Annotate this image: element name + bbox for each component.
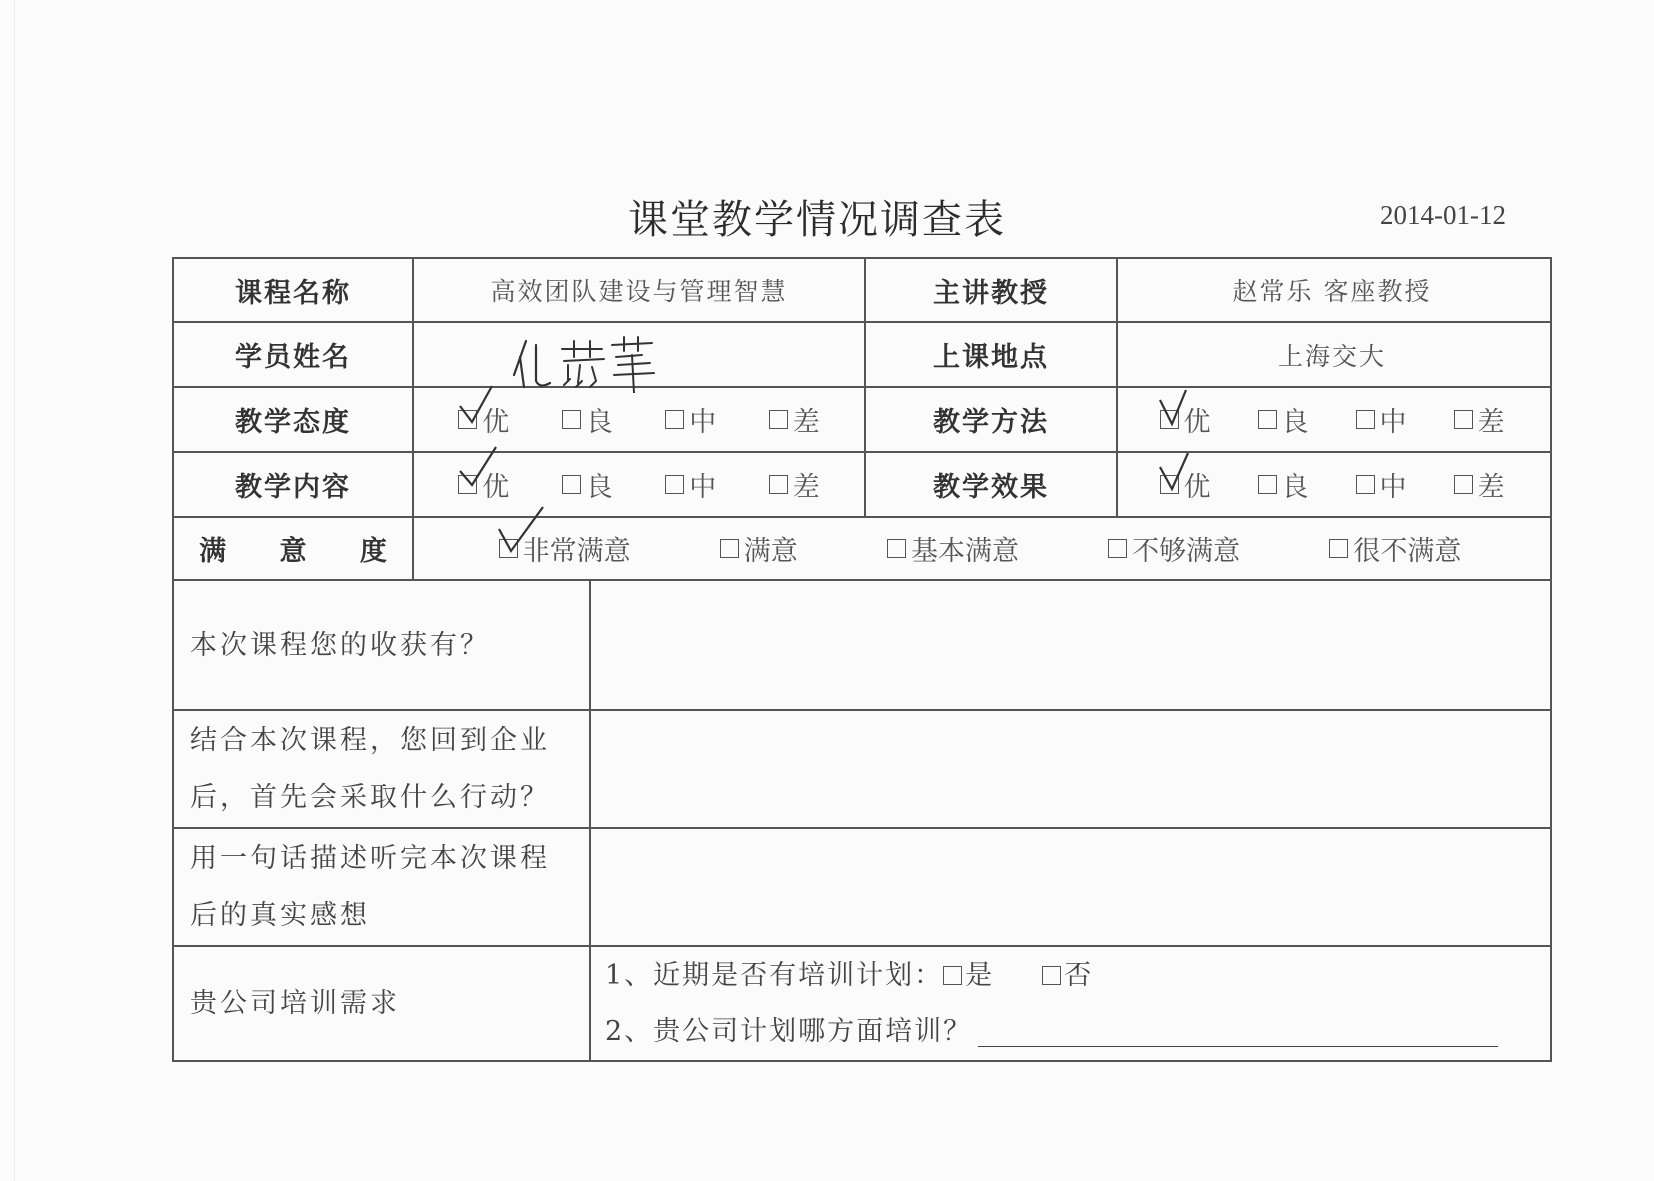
course-name-value: 高效团队建设与管理智慧	[414, 259, 866, 321]
checkbox[interactable]	[769, 475, 788, 494]
training-plan-question: 1、近期是否有培训计划：	[605, 959, 944, 991]
survey-table	[172, 257, 1552, 1062]
checkbox[interactable]	[458, 475, 477, 494]
attitude-option-average[interactable]: 中	[665, 400, 716, 439]
content-option-excellent[interactable]: 优	[458, 465, 509, 504]
checkbox[interactable]	[1258, 410, 1277, 429]
action-answer-field[interactable]	[591, 711, 1546, 827]
row-satisfaction	[174, 518, 1550, 581]
attitude-options	[414, 388, 866, 451]
location-value: 上海交大	[1277, 341, 1386, 371]
checkbox[interactable]	[720, 539, 739, 558]
checkbox[interactable]	[887, 539, 906, 558]
course-name-label: 课程名称	[174, 259, 414, 321]
training-needs-content	[591, 947, 1546, 1060]
checkbox[interactable]	[769, 410, 788, 429]
checkbox[interactable]	[1258, 475, 1277, 494]
training-area-input[interactable]	[978, 1016, 1498, 1047]
checkbox[interactable]	[1356, 410, 1375, 429]
content-option-average[interactable]: 中	[665, 465, 716, 504]
training-needs-label: 贵公司培训需求	[174, 947, 591, 1060]
training-plan-line	[605, 948, 1093, 1004]
row-student	[174, 323, 1550, 388]
training-no-label: 否	[1064, 959, 1094, 991]
content-label: 教学内容	[174, 453, 414, 516]
row-gains	[174, 581, 1550, 711]
row-course	[174, 259, 1550, 323]
student-name-field[interactable]	[414, 323, 866, 386]
row-attitude-method	[174, 388, 1550, 453]
location-label: 上课地点	[866, 323, 1118, 386]
checkbox[interactable]	[562, 475, 581, 494]
attitude-option-poor[interactable]: 差	[769, 400, 820, 439]
training-area-question: 2、贵公司计划哪方面培训？	[605, 1015, 973, 1047]
row-training-needs	[174, 947, 1550, 1060]
attitude-option-excellent[interactable]: 优	[458, 400, 509, 439]
row-content-effect	[174, 453, 1550, 518]
checkbox[interactable]	[1108, 539, 1127, 558]
satisfaction-options	[414, 518, 1546, 579]
document-title: 课堂教学情况调查表	[628, 197, 1006, 243]
lecturer-label: 主讲教授	[866, 259, 1118, 321]
method-options	[1118, 388, 1546, 451]
effect-label: 教学效果	[866, 453, 1118, 516]
checkbox[interactable]	[1160, 475, 1179, 494]
satisfaction-basically-satisfied[interactable]: 基本满意	[887, 529, 1019, 568]
lecturer-value: 赵常乐 客座教授	[1232, 277, 1432, 306]
training-yes-label: 是	[965, 959, 995, 991]
row-feeling	[174, 829, 1550, 947]
method-option-excellent[interactable]: 优	[1160, 400, 1211, 439]
gains-question: 本次课程您的收获有？	[174, 581, 591, 709]
student-name-label: 学员姓名	[174, 323, 414, 386]
satisfaction-very-satisfied[interactable]: 非常满意	[499, 529, 631, 568]
checkbox-no[interactable]	[1042, 966, 1061, 985]
checkbox[interactable]	[665, 410, 684, 429]
scan-edge	[14, 0, 15, 1181]
checkbox-yes[interactable]	[943, 966, 962, 985]
row-action	[174, 711, 1550, 829]
checkbox[interactable]	[458, 410, 477, 429]
satisfaction-very-dissatisfied[interactable]: 很不满意	[1329, 529, 1461, 568]
satisfaction-label: 满 意 度	[174, 518, 414, 579]
document-date: 2014-01-12	[1380, 200, 1506, 230]
effect-option-excellent[interactable]: 优	[1160, 465, 1211, 504]
checkbox[interactable]	[499, 539, 518, 558]
satisfaction-satisfied[interactable]: 满意	[720, 529, 798, 568]
gains-answer-field[interactable]	[591, 581, 1546, 709]
content-option-good[interactable]: 良	[562, 465, 613, 504]
checkbox[interactable]	[1160, 410, 1179, 429]
checkbox[interactable]	[1356, 475, 1375, 494]
effect-option-poor[interactable]: 差	[1454, 465, 1505, 504]
checkbox[interactable]	[665, 475, 684, 494]
effect-options	[1118, 453, 1546, 516]
effect-option-good[interactable]: 良	[1258, 465, 1309, 504]
checkbox[interactable]	[562, 410, 581, 429]
content-options	[414, 453, 866, 516]
attitude-option-good[interactable]: 良	[562, 400, 613, 439]
training-area-line	[605, 1004, 1498, 1060]
checkbox[interactable]	[1454, 410, 1473, 429]
student-signature	[506, 335, 666, 393]
method-option-good[interactable]: 良	[1258, 400, 1309, 439]
satisfaction-not-satisfied-enough[interactable]: 不够满意	[1108, 529, 1240, 568]
checkbox[interactable]	[1454, 475, 1473, 494]
method-label: 教学方法	[866, 388, 1118, 451]
method-option-average[interactable]: 中	[1356, 400, 1407, 439]
method-option-poor[interactable]: 差	[1454, 400, 1505, 439]
feeling-question: 用一句话描述听完本次课程后的真实感想	[174, 829, 591, 945]
feeling-answer-field[interactable]	[591, 829, 1546, 945]
effect-option-average[interactable]: 中	[1356, 465, 1407, 504]
checkbox[interactable]	[1329, 539, 1348, 558]
action-question: 结合本次课程，您回到企业后，首先会采取什么行动？	[174, 711, 591, 827]
content-option-poor[interactable]: 差	[769, 465, 820, 504]
attitude-label: 教学态度	[174, 388, 414, 451]
